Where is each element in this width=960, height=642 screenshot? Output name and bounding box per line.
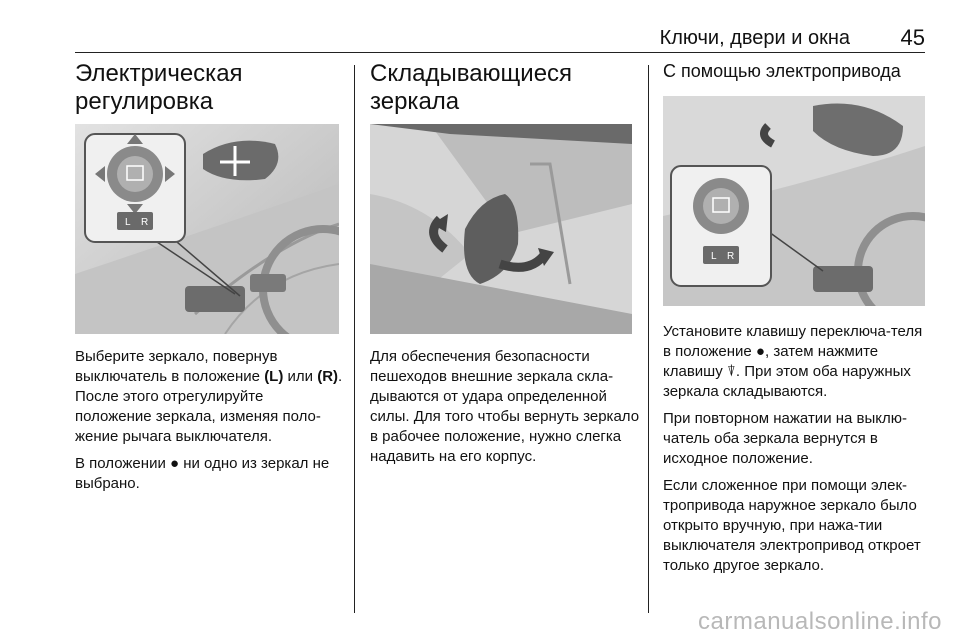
column-electric-adjustment — [75, 60, 340, 116]
paragraph-no-mirror: В положении ● ни одно из зеркал не выбрано. — [75, 455, 330, 492]
column-divider-2 — [648, 65, 649, 613]
figure-power-folding-switch — [663, 96, 925, 306]
paragraph-select-mirror: Выберите зеркало, повернув выключатель в положение (L) или (R). После этого отрегулируйте положение зеркала, изменяя поло-жение рычага выключателя. — [75, 348, 343, 445]
paragraph-press-again: При повторном нажатии на выклю-чатель оба зеркала вернутся в исходное положение. — [663, 410, 908, 467]
column-divider-1 — [354, 65, 355, 613]
figure-mirror-adjust-switch — [75, 124, 339, 334]
heading-folding-mirrors: Складывающиеся зеркала — [370, 60, 573, 115]
fold-key-icon: ⍒ — [726, 363, 736, 380]
col3-text — [663, 322, 933, 583]
dot-symbol: ● — [170, 455, 180, 472]
switch-label-l: L — [711, 251, 717, 262]
column-power-folding — [663, 60, 925, 82]
dot-symbol: ● — [755, 343, 765, 360]
col1-text — [75, 347, 343, 501]
heading-power-folding: С помощью электропривода — [663, 61, 901, 81]
page-number: 45 — [900, 25, 925, 50]
paragraph-manual-open: Если сложенное при помощи элек-тропривода наружное зеркало было открыто вручную, при нажа-тии выключателя электропривод откроет только другое зеркало. — [663, 477, 921, 574]
col2-text — [370, 347, 640, 474]
switch-label-r: R — [141, 217, 149, 228]
paragraph-set-switch: Установите клавишу переключа-теля в положение ●, затем нажмите клавишу ⍒. При этом оба наружных зеркала складываются. — [663, 323, 923, 400]
column-folding-mirrors — [370, 60, 632, 116]
switch-label-r: R — [727, 251, 735, 262]
watermark: carmanualsonline.info — [698, 608, 942, 635]
switch-label-l: L — [125, 217, 131, 228]
figure-folding-mirror — [370, 124, 632, 334]
heading-electric-adjustment: Электрическая регулировка — [75, 60, 243, 115]
paragraph-folding: Для обеспечения безопасности пешеходов внешние зеркала скла-дываются от удара определенной силы. Для того чтобы вернуть зеркало в рабочее положение, нужно слегка надавить на его корпус. — [370, 348, 640, 465]
section-title: Ключи, двери и окна — [659, 27, 850, 49]
page-header — [75, 0, 925, 53]
